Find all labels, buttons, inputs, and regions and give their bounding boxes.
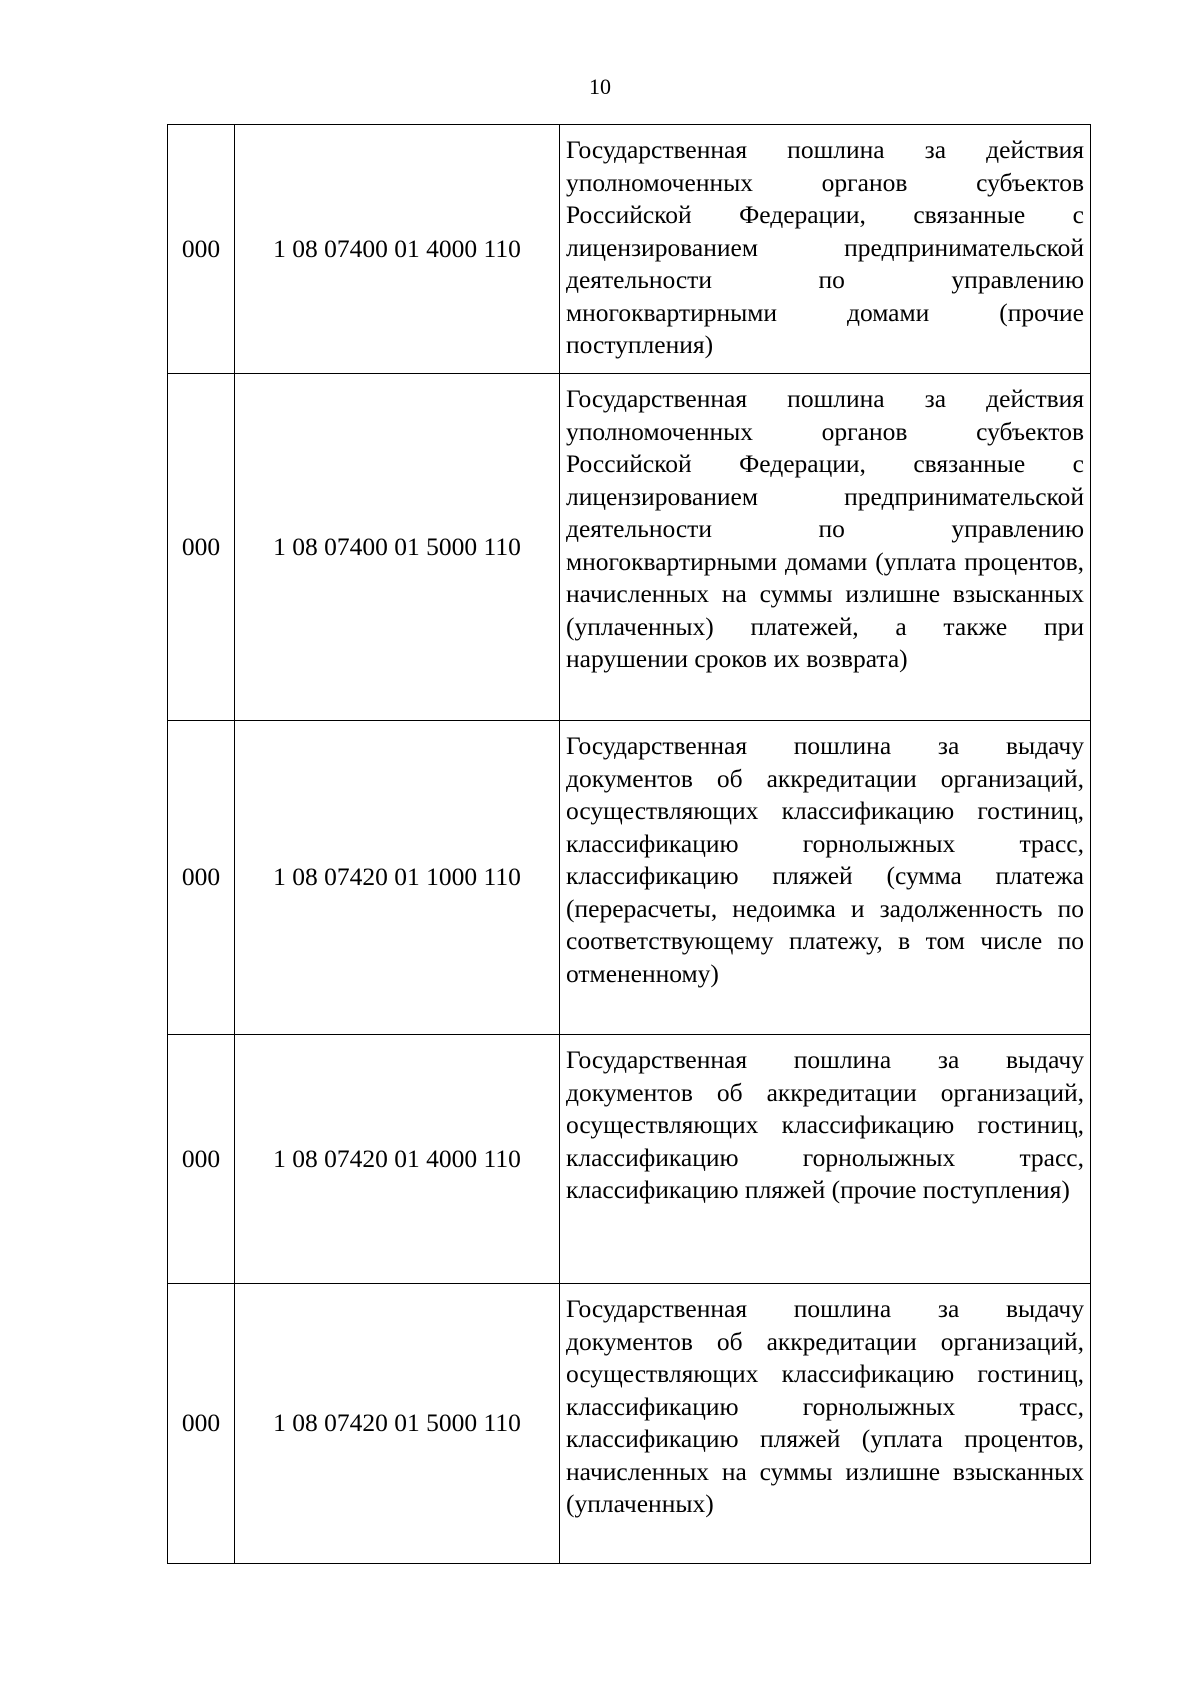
table-row (168, 1035, 1091, 1284)
kbk-code-cell: 1 08 07420 01 1000 110 (235, 721, 560, 1035)
revenue-name-cell: Государственная пошлина за действия уполномоченных органов субъектов Российской Федерации, связанные с лицензированием предпринимательской деятельности по управлению многоквартирными домами (прочие поступления) (560, 125, 1091, 374)
kbk-code-cell: 1 08 07400 01 4000 110 (235, 125, 560, 374)
admin-code-cell: 000 (168, 721, 235, 1035)
admin-code-cell: 000 (168, 1035, 235, 1284)
kbk-code-cell: 1 08 07420 01 5000 110 (235, 1284, 560, 1564)
admin-code-cell: 000 (168, 1284, 235, 1564)
admin-code-cell: 000 (168, 374, 235, 721)
page-number: 10 (589, 74, 611, 99)
kbk-code-cell: 1 08 07400 01 5000 110 (235, 374, 560, 721)
revenue-name-cell: Государственная пошлина за выдачу документов об аккредитации организаций, осуществляющих классификацию гостиниц, классификацию горнолыжных трасс, классификацию пляжей (уплата процентов, начисленных на суммы излишне взысканных (уплаченных) (560, 1284, 1091, 1564)
table-row (168, 125, 1091, 374)
revenue-name-cell: Государственная пошлина за выдачу документов об аккредитации организаций, осуществляющих классификацию гостиниц, классификацию горнолыжных трасс, классификацию пляжей (прочие поступления) (560, 1035, 1091, 1284)
revenue-name-cell: Государственная пошлина за выдачу документов об аккредитации организаций, осуществляющих классификацию гостиниц, классификацию горнолыжных трасс, классификацию пляжей (сумма платежа (перерасчеты, недоимка и задолженность по соответствующему платежу, в том числе по отмененному) (560, 721, 1091, 1035)
admin-code-cell: 000 (168, 125, 235, 374)
table-row (168, 1284, 1091, 1564)
table-row (168, 374, 1091, 721)
table-row (168, 721, 1091, 1035)
kbk-code-cell: 1 08 07420 01 4000 110 (235, 1035, 560, 1284)
budget-classification-table (167, 124, 1091, 1564)
revenue-name-cell: Государственная пошлина за действия уполномоченных органов субъектов Российской Федерации, связанные с лицензированием предпринимательской деятельности по управлению многоквартирными домами (уплата процентов, начисленных на суммы излишне взысканных (уплаченных) платежей, а также при нарушении сроков их возврата) (560, 374, 1091, 721)
